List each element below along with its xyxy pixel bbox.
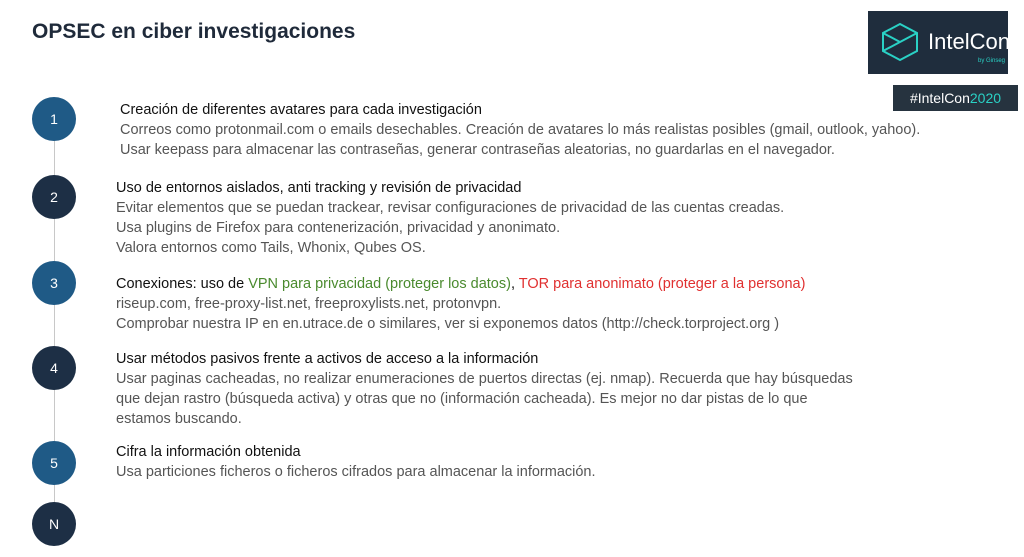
- step-4-line-1: Usar paginas cacheadas, no realizar enumeraciones de puertos directas (ej. nmap). Recuerda que hay búsquedas: [116, 371, 853, 387]
- logo-subtitle: by Ginseg: [978, 58, 1006, 64]
- step-4-line-2: que dejan rastro (búsqueda activa) y otras que no (información cacheada). Es mejor no dar pistas de lo que: [116, 391, 808, 407]
- step-2-line-1: Evitar elementos que se puedan trackear, revisar configuraciones de privacidad de las cuentas creadas.: [116, 200, 785, 216]
- step-4-line-3: estamos buscando.: [116, 411, 242, 427]
- step-3-heading-vpn: VPN para privacidad (proteger los datos): [248, 276, 511, 292]
- step-3-heading-tor: TOR para anonimato (proteger a la persona): [518, 276, 806, 292]
- step-4-heading: Usar métodos pasivos frente a activos de acceso a la información: [116, 351, 539, 367]
- step-1-line-2: Usar keepass para almacenar las contraseñas, generar contraseñas aleatorias, no guardarlas en el navegador.: [120, 142, 835, 158]
- step-4-text: [116, 349, 853, 429]
- step-3-text: [116, 274, 805, 334]
- step-3-line-2: Comprobar nuestra IP en en.utrace.de o similares, ver si exponemos datos (http://check.torproject.org ): [116, 316, 780, 332]
- step-1-heading: Creación de diferentes avatares para cada investigación: [120, 102, 482, 118]
- step-3-heading: [116, 274, 805, 294]
- logo-text: IntelCon: [928, 29, 1010, 54]
- step-1-line-1: Correos como protonmail.com o emails desechables. Creación de avatares lo más realistas posibles (gmail, outlook, yahoo).: [120, 122, 921, 138]
- step-4-circle: 4: [32, 346, 76, 390]
- hashtag-year: 2020: [969, 90, 1002, 106]
- step-1-text: [120, 100, 920, 160]
- intelcon-logo: [868, 11, 1008, 74]
- step-2-heading: Uso de entornos aislados, anti tracking y revisión de privacidad: [116, 180, 522, 196]
- step-5-text: [116, 442, 596, 482]
- step-2-circle: 2: [32, 175, 76, 219]
- hashtag-prefix: #IntelCon: [909, 90, 970, 106]
- step-2-line-3: Valora entornos como Tails, Whonix, Qubes OS.: [116, 240, 426, 256]
- step-1-circle: 1: [32, 97, 76, 141]
- step-3-heading-a: Conexiones: uso de: [116, 276, 249, 292]
- step-5-line-1: Usa particiones ficheros o ficheros cifrados para almacenar la información.: [116, 464, 596, 480]
- page-title: OPSEC en ciber investigaciones: [32, 20, 356, 43]
- step-2-line-2: Usa plugins de Firefox para contenerización, privacidad y anonimato.: [116, 220, 561, 236]
- step-5-circle: 5: [32, 441, 76, 485]
- step-2-text: [116, 178, 784, 258]
- step-3-line-1: riseup.com, free-proxy-list.net, freeproxylists.net, protonvpn.: [116, 296, 502, 312]
- step-3-heading-c: ,: [510, 276, 519, 292]
- step-n-circle: N: [32, 502, 76, 546]
- step-5-heading: Cifra la información obtenida: [116, 444, 301, 460]
- step-3-circle: 3: [32, 261, 76, 305]
- cube-icon: [880, 22, 920, 62]
